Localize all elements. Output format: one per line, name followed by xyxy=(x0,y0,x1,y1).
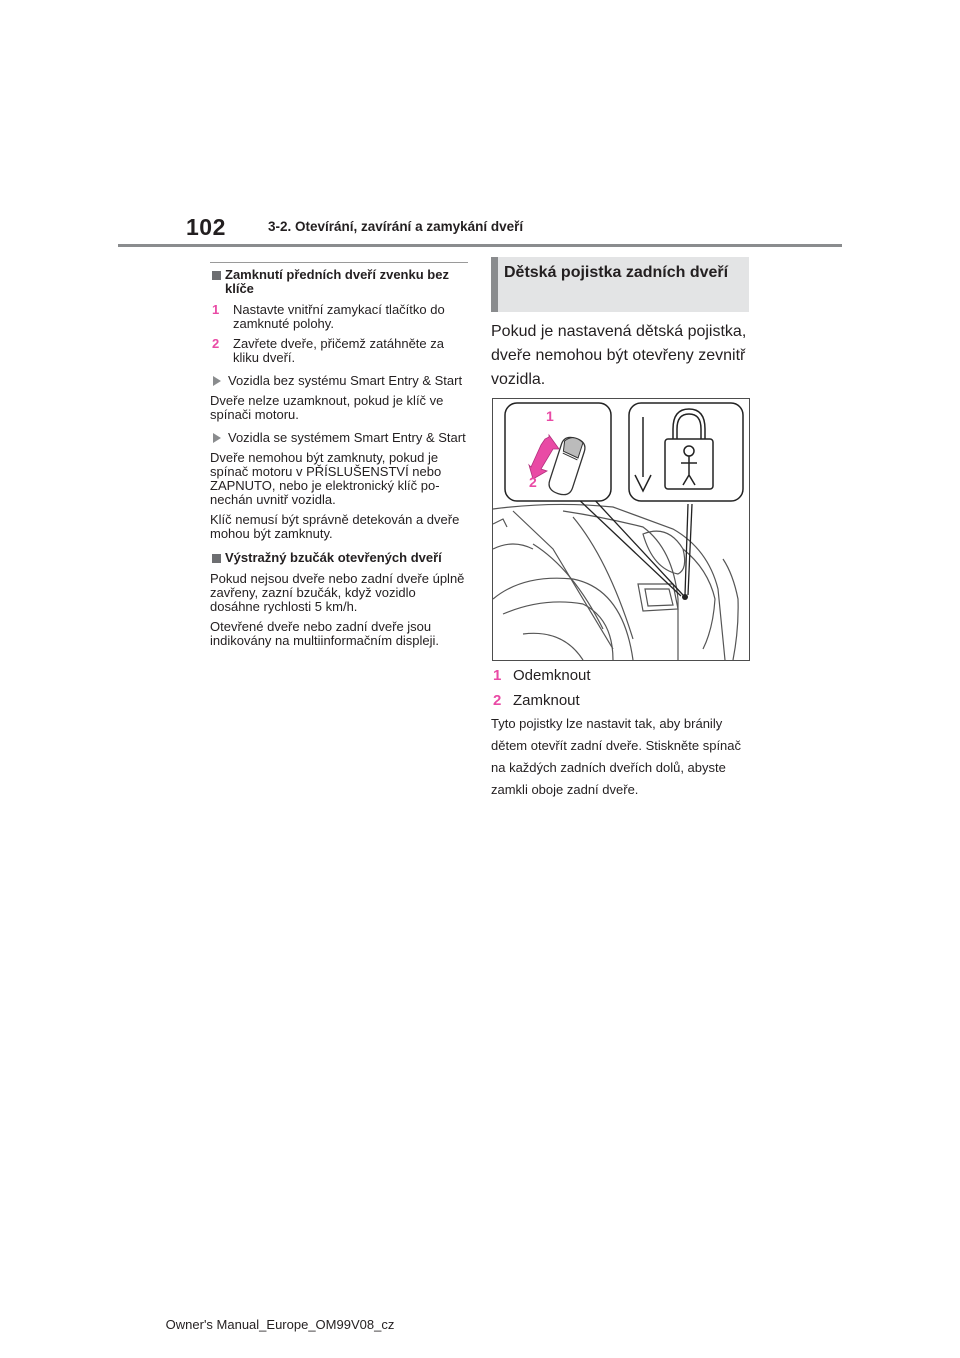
triangle-bullet-icon xyxy=(213,376,221,386)
triangle-bullet-icon xyxy=(213,433,221,443)
condition-text: Vozidla se systémem Smart Entry & Start xyxy=(228,430,466,445)
legend-number: 1 xyxy=(493,667,502,684)
figure-legend xyxy=(491,663,753,713)
step-number: 2 xyxy=(212,336,220,351)
paragraph: Klíč nemusí být správně detekován a dveře mohou být zamknuty. xyxy=(210,512,460,541)
header-rule xyxy=(118,244,842,247)
step-text: Nastavte vnitřní zamykací tlačítko do zamknuté polohy. xyxy=(233,302,445,331)
subsection-heading-text: Zamknutí předních dveří zvenku bez klíče xyxy=(225,267,449,296)
legend-label: Zamknout xyxy=(513,692,580,709)
paragraph: Dveře nelze uzamknout, pokud je klíč ve spínači motoru. xyxy=(210,393,444,422)
paragraph: Dveře nemohou být zamknuty, pokud je spínač motoru v PŘÍSLUŠENSTVÍ nebo ZAPNUTO, nebo je elektronický klíč ponechán uvnitř vozidla. xyxy=(210,450,442,507)
callout-2: 2 xyxy=(529,474,537,490)
condition-heading xyxy=(210,431,468,445)
square-bullet-icon xyxy=(212,554,221,563)
square-bullet-icon xyxy=(212,271,221,280)
legend-item xyxy=(491,688,753,713)
subsection-rule xyxy=(210,262,468,263)
subsection-heading-text: Výstražný bzučák otevřených dveří xyxy=(225,550,442,565)
intro-paragraph: Pokud je nastavená dětská pojistka, dveře nemohou být otevřeny zevnitř vozidla. xyxy=(491,323,747,388)
legend-item xyxy=(491,663,753,688)
section-heading-bar xyxy=(491,257,498,312)
section-heading-box xyxy=(491,257,749,312)
section-title: 3-2. Otevírání, zavírání a zamykání dveří xyxy=(268,219,524,234)
left-column xyxy=(210,262,468,654)
condition-heading xyxy=(210,374,468,388)
legend-number: 2 xyxy=(493,692,502,709)
step-item xyxy=(210,337,468,365)
subsection-heading xyxy=(210,551,468,565)
page-number: 102 xyxy=(186,214,226,240)
car-door-drawing xyxy=(493,504,738,660)
condition-text: Vozidla bez systému Smart Entry & Start xyxy=(228,373,463,388)
subsection-heading xyxy=(210,268,468,296)
paragraph: Otevřené dveře nebo zadní dveře jsou indikovány na multiinformačním displeji. xyxy=(210,619,440,648)
note-paragraph: Tyto pojistky lze nastavit tak, aby bránily dětem otevřít zadní dveře. Stiskněte spínač na každých zadních dveřích dolů, abyste zamkli oboje zadní dveře. xyxy=(491,716,742,797)
paragraph: Pokud nejsou dveře nebo zadní dveře úplně zavřeny, zazní bzučák, když vozidlo dosáhne rychlosti 5 km/h. xyxy=(210,571,465,614)
child-lock-drawing xyxy=(493,399,749,660)
step-number: 1 xyxy=(212,302,220,317)
section-heading: Dětská pojistka zadních dveří xyxy=(504,264,729,281)
legend-label: Odemknout xyxy=(513,667,591,684)
callout-1: 1 xyxy=(546,408,554,424)
footer-text: Owner's Manual_Europe_OM99V08_cz xyxy=(165,1317,395,1332)
step-item xyxy=(210,303,468,331)
step-text: Zavřete dveře, přičemž zatáhněte za kliku dveří. xyxy=(233,336,444,365)
child-lock-illustration xyxy=(492,398,750,661)
